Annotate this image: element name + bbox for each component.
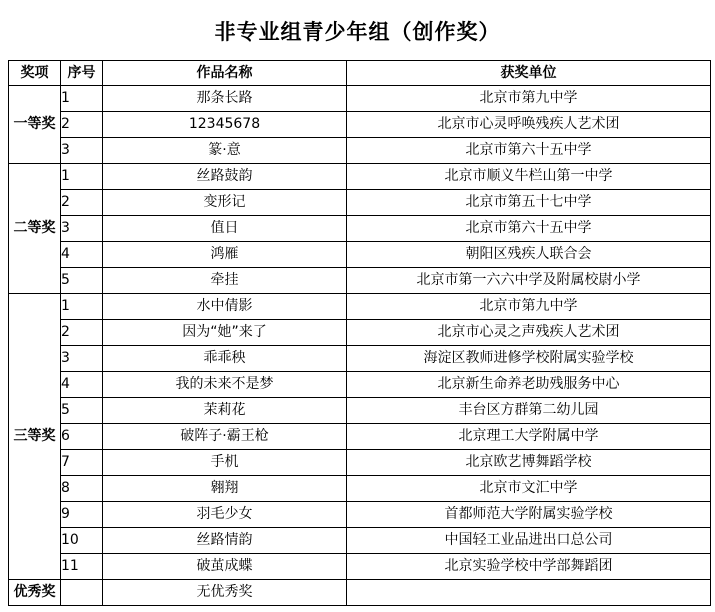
seq-cell: 2 (61, 112, 103, 138)
unit-cell: 北京实验学校中学部舞蹈团 (347, 554, 711, 580)
work-name-cell: 12345678 (103, 112, 347, 138)
unit-cell: 北京市心灵呼唤残疾人艺术团 (347, 112, 711, 138)
seq-cell: 1 (61, 86, 103, 112)
unit-cell: 北京市第六十五中学 (347, 138, 711, 164)
awards-table-body (9, 86, 711, 606)
table-row (9, 450, 711, 476)
column-header-unit: 获奖单位 (347, 61, 711, 86)
work-name-cell: 羽毛少女 (103, 502, 347, 528)
work-name-cell: 破阵子·霸王枪 (103, 424, 347, 450)
work-name-cell: 茉莉花 (103, 398, 347, 424)
work-name-cell: 无优秀奖 (103, 580, 347, 606)
unit-cell: 北京理工大学附属中学 (347, 424, 711, 450)
seq-cell: 2 (61, 320, 103, 346)
unit-cell: 北京新生命养老助残服务中心 (347, 372, 711, 398)
table-row (9, 580, 711, 606)
seq-cell (61, 580, 103, 606)
unit-cell: 海淀区教师进修学校附属实验学校 (347, 346, 711, 372)
unit-cell (347, 580, 711, 606)
unit-cell: 北京市心灵之声残疾人艺术团 (347, 320, 711, 346)
work-name-cell: 翱翔 (103, 476, 347, 502)
prize-cell: 二等奖 (9, 164, 61, 294)
work-name-cell: 水中倩影 (103, 294, 347, 320)
column-header-seq: 序号 (61, 61, 103, 86)
work-name-cell: 篆·意 (103, 138, 347, 164)
table-row (9, 268, 711, 294)
work-name-cell: 值日 (103, 216, 347, 242)
work-name-cell: 破茧成蝶 (103, 554, 347, 580)
table-row (9, 424, 711, 450)
table-row (9, 320, 711, 346)
seq-cell: 5 (61, 268, 103, 294)
unit-cell: 北京市文汇中学 (347, 476, 711, 502)
unit-cell: 北京市第九中学 (347, 86, 711, 112)
table-row (9, 242, 711, 268)
seq-cell: 7 (61, 450, 103, 476)
unit-cell: 北京市第九中学 (347, 294, 711, 320)
work-name-cell: 乖乖秧 (103, 346, 347, 372)
work-name-cell: 鸿雁 (103, 242, 347, 268)
seq-cell: 8 (61, 476, 103, 502)
unit-cell: 北京市第五十七中学 (347, 190, 711, 216)
work-name-cell: 牵挂 (103, 268, 347, 294)
seq-cell: 11 (61, 554, 103, 580)
table-row (9, 346, 711, 372)
seq-cell: 3 (61, 346, 103, 372)
seq-cell: 1 (61, 164, 103, 190)
unit-cell: 朝阳区残疾人联合会 (347, 242, 711, 268)
work-name-cell: 那条长路 (103, 86, 347, 112)
seq-cell: 9 (61, 502, 103, 528)
seq-cell: 10 (61, 528, 103, 554)
prize-cell: 三等奖 (9, 294, 61, 580)
table-row (9, 294, 711, 320)
work-name-cell: 我的未来不是梦 (103, 372, 347, 398)
unit-cell: 丰台区方群第二幼儿园 (347, 398, 711, 424)
table-row (9, 372, 711, 398)
unit-cell: 中国轻工业品进出口总公司 (347, 528, 711, 554)
table-header-row (9, 61, 711, 86)
awards-table (8, 60, 711, 606)
table-row (9, 398, 711, 424)
unit-cell: 首都师范大学附属实验学校 (347, 502, 711, 528)
seq-cell: 6 (61, 424, 103, 450)
table-row (9, 190, 711, 216)
table-row (9, 86, 711, 112)
prize-cell: 一等奖 (9, 86, 61, 164)
table-row (9, 216, 711, 242)
seq-cell: 2 (61, 190, 103, 216)
work-name-cell: 因为“她”来了 (103, 320, 347, 346)
seq-cell: 1 (61, 294, 103, 320)
column-header-work: 作品名称 (103, 61, 347, 86)
seq-cell: 5 (61, 398, 103, 424)
table-row (9, 138, 711, 164)
unit-cell: 北京市第一六六中学及附属校尉小学 (347, 268, 711, 294)
work-name-cell: 丝路情韵 (103, 528, 347, 554)
table-row (9, 164, 711, 190)
column-header-prize: 奖项 (9, 61, 61, 86)
table-row (9, 502, 711, 528)
table-row (9, 554, 711, 580)
table-row (9, 528, 711, 554)
seq-cell: 3 (61, 216, 103, 242)
page-title: 非专业组青少年组（创作奖） (214, 20, 501, 44)
prize-cell: 优秀奖 (9, 580, 61, 606)
unit-cell: 北京市第六十五中学 (347, 216, 711, 242)
work-name-cell: 丝路鼓韵 (103, 164, 347, 190)
unit-cell: 北京市顺义牛栏山第一中学 (347, 164, 711, 190)
seq-cell: 4 (61, 242, 103, 268)
table-row (9, 112, 711, 138)
unit-cell: 北京欧艺博舞蹈学校 (347, 450, 711, 476)
work-name-cell: 变形记 (103, 190, 347, 216)
work-name-cell: 手机 (103, 450, 347, 476)
table-row (9, 476, 711, 502)
seq-cell: 4 (61, 372, 103, 398)
seq-cell: 3 (61, 138, 103, 164)
